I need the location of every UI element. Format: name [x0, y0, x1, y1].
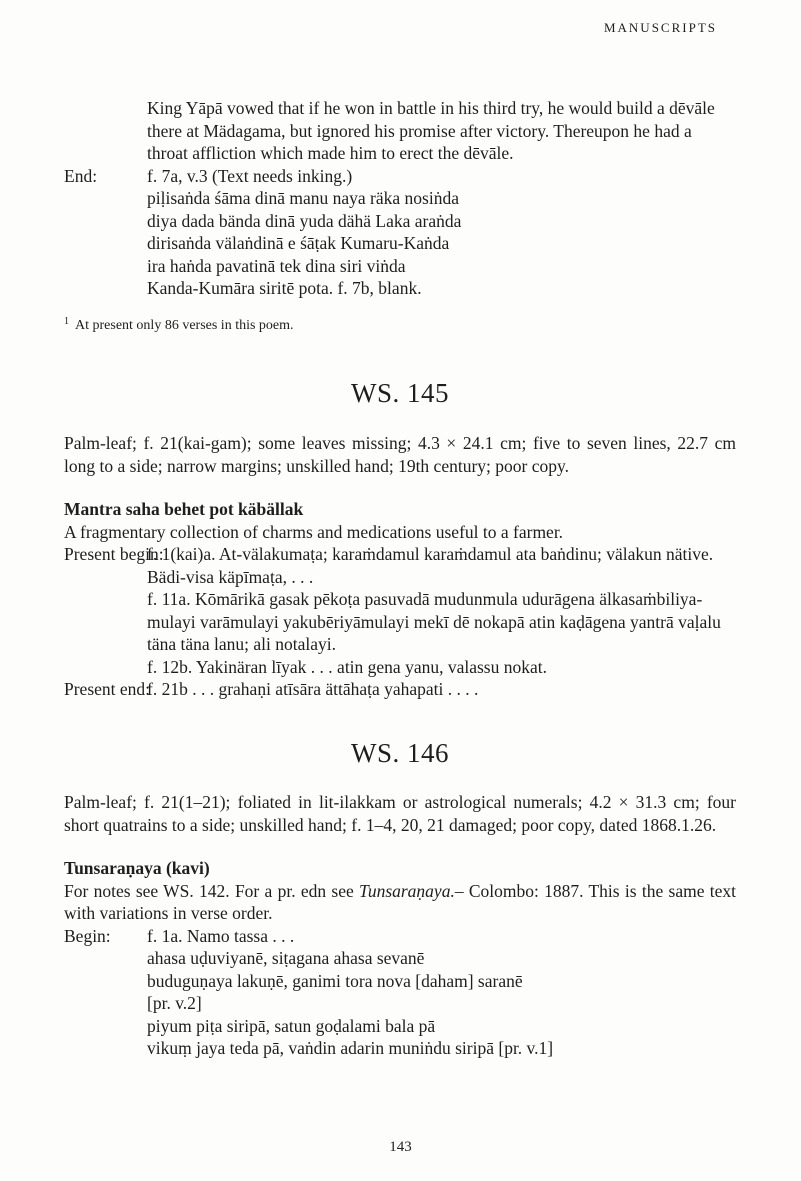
- text-line: f. 1(kai)a. At-välakumaṭa; karaṁdamul karaṁdamul ata baṅdinu; välakun nätive.: [147, 544, 714, 564]
- ws145-entry: [64, 432, 736, 701]
- physical-description: Palm-leaf; f. 21(1–21); foliated in lit-ilakkam or astrological numerals; 4.2 × 31.3 cm; four short quatrains to a side; unskilled hand; f. 1–4, 20, 21 damaged; poor copy, dated 1868.1.26.: [64, 792, 736, 835]
- verse-line: dirisaṅda välaṅdinā e śāṭak Kumaru-Kaṅda: [147, 233, 450, 253]
- text-line: f. 21b . . . grahaṇi atīsāra ättāhaṭa yahapati . . . .: [147, 679, 479, 699]
- edition-title: Tunsaraṇaya.–: [359, 880, 464, 901]
- verse-line: [pr. v.2]: [147, 993, 202, 1013]
- footnote-mark: 1: [64, 316, 69, 327]
- text-line: there at Mädagama, but ignored his promise after victory. Thereupon he had a: [147, 120, 692, 141]
- present-end-row: [64, 678, 736, 701]
- begin-row: [64, 925, 736, 1060]
- section-heading-ws145: WS. 145: [351, 378, 449, 408]
- text-line: f. 11a. Kōmārikā gasak pēkoṭa pasuvadā mudunmula udurāgena älkasaṁbiliya-: [147, 589, 703, 609]
- entry-summary: A fragmentary collection of charms and medications useful to a farmer.: [64, 521, 564, 542]
- verse-line: piḷisaṅda śāma dinā manu naya räka nosiṅda: [147, 188, 459, 208]
- continuation-block: [64, 97, 736, 300]
- notes-text: For notes see WS. 142. For a pr. edn see: [64, 880, 360, 901]
- verse-line: piyum piṭa siripā, satun goḍalami bala pā: [147, 1015, 436, 1036]
- begin-label: Begin:: [64, 925, 111, 946]
- notes-text: Colombo: 1887. This is the same text with variations in verse order.: [64, 880, 736, 923]
- entry-title: Tunsaraṇaya (kavi): [64, 858, 210, 878]
- footnote: [64, 313, 294, 335]
- verse-line: ahasa uḍuviyanē, siṭagana ahasa sevanē: [147, 948, 425, 968]
- text-line: King Yāpā vowed that if he won in battle in his third try, he would build a dēvāle: [147, 98, 715, 118]
- footnote-text: At present only 86 verses in this poem.: [75, 318, 294, 333]
- text-line: mulayi varāmulayi yakubēriyāmulayi mekī dē nokapā atin kaḍāgena yantrā vaḷalu: [147, 611, 721, 632]
- running-head: MANUSCRIPTS: [603, 20, 717, 35]
- verse-line: buduguṇaya lakuṇē, ganimi tora nova [daham] saranē: [147, 970, 523, 991]
- text-line: throat affliction which made him to erect the dēvāle.: [147, 143, 514, 163]
- verse-line: f. 7a, v.3 (Text needs inking.): [147, 165, 353, 186]
- ws146-entry: [64, 791, 736, 1060]
- verse-line: diya dada bända dinā yuda dähä Laka araṅda: [147, 210, 462, 231]
- text-line: f. 12b. Yakinäran līyak . . . atin gena yanu, valassu nokat.: [147, 656, 547, 677]
- entry-title: Mantra saha behet pot käbällak: [64, 499, 304, 519]
- present-begin-label: Present begin:: [64, 544, 164, 564]
- present-end-label: Present end:: [64, 679, 151, 699]
- physical-description: Palm-leaf; f. 21(kai-gam); some leaves missing; 4.3 × 24.1 cm; five to seven lines, 22.7 cm long to a side; narrow margins; unskilled hand; 19th century; poor copy.: [64, 433, 736, 476]
- text-line: Bädi-visa käpīmaṭa, . . .: [147, 566, 314, 587]
- verse-line: ira haṅda pavatinā tek dina siri viṅda: [147, 255, 406, 276]
- entry-notes: [64, 880, 736, 925]
- present-begin-row: [64, 543, 736, 678]
- verse-line: vikuṃ jaya teda pā, vaṅdin adarin muniṅdu siripā [pr. v.1]: [147, 1038, 554, 1058]
- text-line: täna täna lanu; ali notalayi.: [147, 634, 337, 654]
- end-row: [64, 165, 736, 300]
- page-number: 143: [389, 1139, 412, 1155]
- end-label: End:: [64, 165, 98, 186]
- verse-line: Kanda-Kumāra siritē pota. f. 7b, blank.: [147, 278, 422, 298]
- verse-line: f. 1a. Namo tassa . . .: [147, 925, 295, 946]
- section-heading-ws146: WS. 146: [351, 738, 449, 768]
